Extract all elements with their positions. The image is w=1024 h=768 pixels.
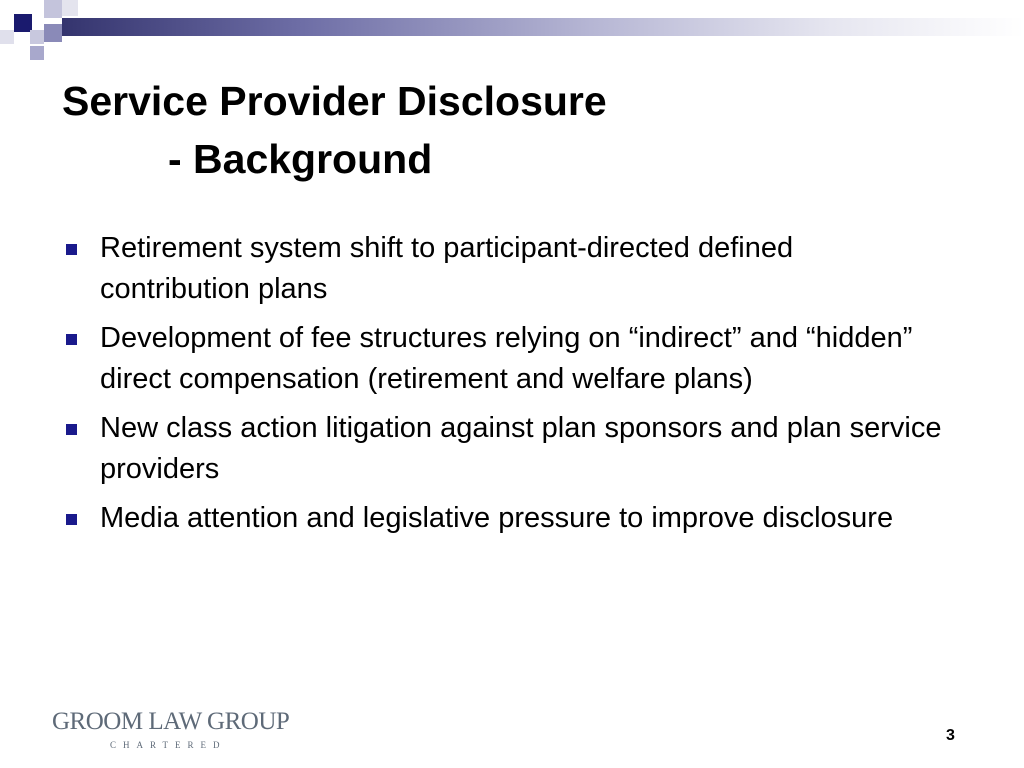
bullet-item <box>62 228 942 310</box>
slide-title-line1: Service Provider Disclosure <box>62 78 607 124</box>
bullet-item <box>62 318 942 400</box>
header-gradient-bar <box>62 18 1024 36</box>
square-bullet-icon <box>66 334 77 345</box>
square-bullet-icon <box>66 514 77 525</box>
square-bullet-icon <box>66 244 77 255</box>
bullet-item <box>62 498 942 539</box>
company-logo <box>52 708 290 754</box>
decorative-square <box>0 30 14 44</box>
decorative-square <box>44 24 62 42</box>
bullet-item <box>62 408 942 490</box>
bullet-text: New class action litigation against plan sponsors and plan service providers <box>100 412 942 485</box>
square-bullet-icon <box>66 424 77 435</box>
bullet-text: Retirement system shift to participant-directed defined contribution plans <box>100 232 794 305</box>
logo-wordmark: GROOM LAW GROUP <box>52 708 290 735</box>
bullet-list <box>62 228 942 547</box>
slide-title <box>62 72 962 188</box>
logo-subtitle: CHARTERED <box>110 740 227 750</box>
page-number: 3 <box>946 727 955 744</box>
slide-title-line2: - Background <box>168 136 433 182</box>
bullet-text: Development of fee structures relying on “indirect” and “hidden” direct compensation (retirement and welfare plans) <box>100 322 913 395</box>
bullet-text: Media attention and legislative pressure to improve disclosure <box>100 502 894 534</box>
decorative-square <box>30 30 44 44</box>
decorative-square <box>62 0 78 16</box>
decorative-header-band <box>0 0 1024 60</box>
decorative-square <box>44 0 62 18</box>
decorative-square <box>30 46 44 60</box>
